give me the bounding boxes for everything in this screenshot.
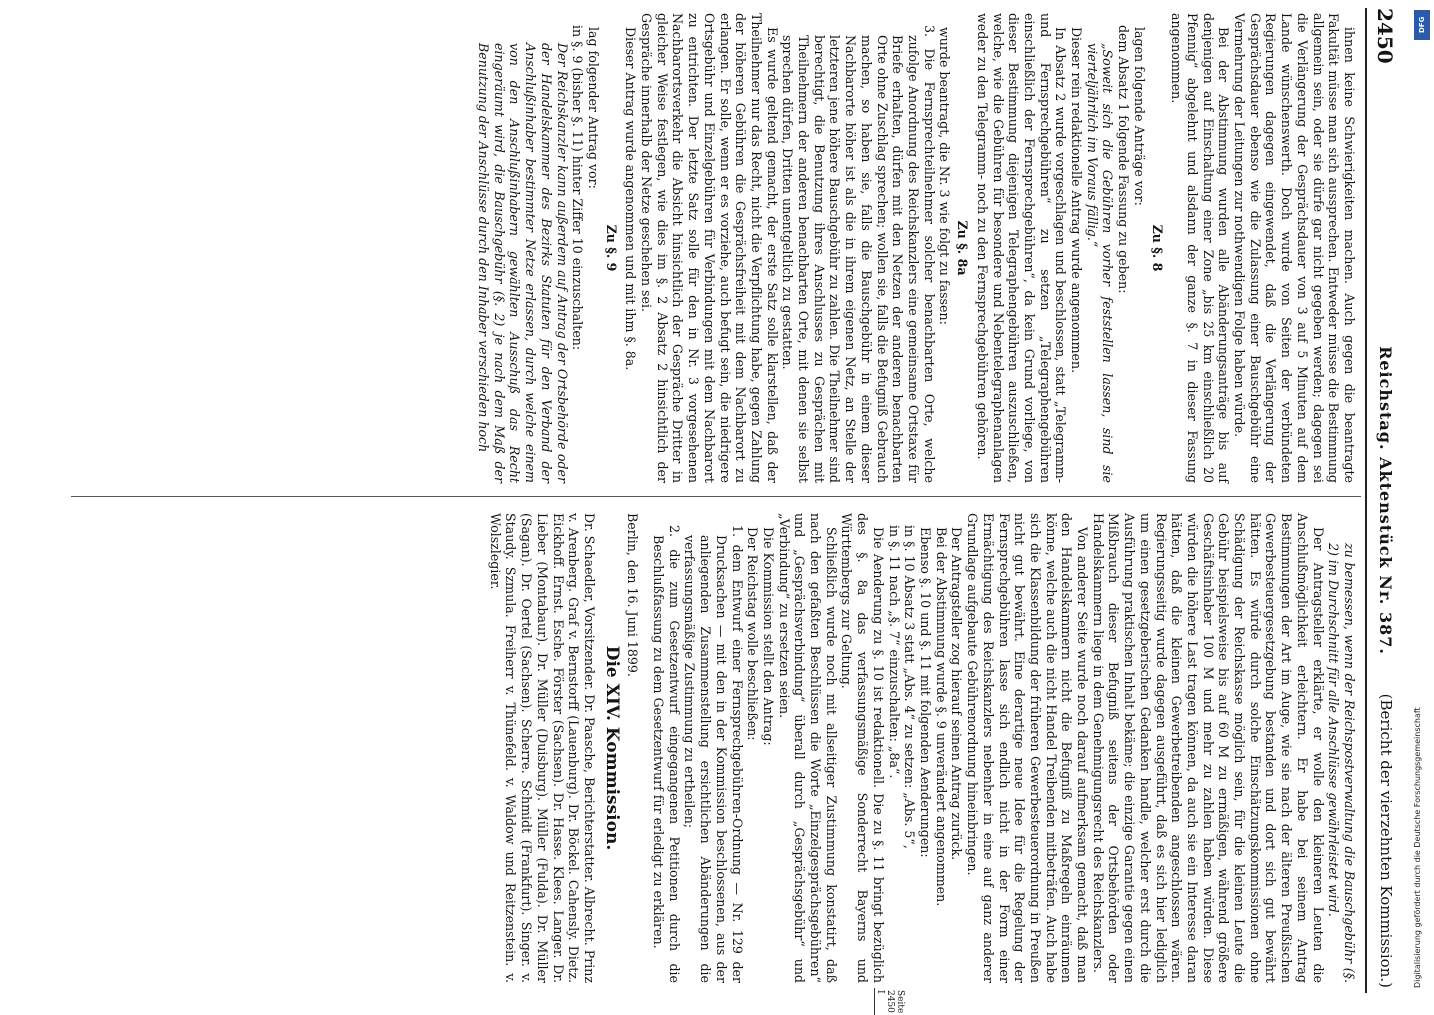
paragraph: Ebenso §. 10 und §. 11 mit folgenden Aenderungen: [918,527,934,858]
paragraph: Die Kommission stellt den Antrag: [760,527,776,746]
paragraph: 3. Die Fernsprechteilnehmer solcher benachbarten Orte, welche zufolge Anordnung des Reichskanzlers eine gemeinsame Ortstaxe für Briefe erhalten, dürfen mit den Netzen der anderen benachbarten Orte ohne Zuschlag sprechen; wollen sie, falls die Befugniß Gebrauch machen, so haben sie, falls die Bauschgebühr in einem dieser Nachbarorte höher ist als die in ihrem eigenen Netz, an Stelle der letzteren jene höhere Bauschgebühr zu zahlen. Die Theilnehmer sind berechtigt, die Benutzung ihres Anschlusses zu Gesprächen mit Theilnehmern der anderen benachbarten Orte, mit denen sie selbst sprechen dürfen, Dritten unentgeltlich zu gestatten. [780,25,937,483]
signatures: Dr. Schaedler, Vorsitzender. Dr. Paasche, Berichterstatter. Albrecht. Prinz v. Arenberg. Graf v. Bernstorff (Lauenburg). Dr. Böckel. Cahensly. Dietz. Eickhoff. Ernst. Esche. Förster (Sachsen). Dr. Hasse. Klees. Langer. Dr. Lieber (Montabaur). Dr. Müller (Duisburg). Müller (Fulda). Dr. Müller (Sagan). Dr. Oertel (Sachsen). Scherre. Schmidt (Frankfurt). Singer. v. Staudy. Szmula. Freiherr v. Thünefeld. v. Waldow und Reitzenstein. v. Wolszlegier. [487,513,597,983]
column-divider [71,496,1361,497]
paragraph: Die Aenderung zu §. 10 ist redaktionell. Die zu §. 11 bringt bezüglich des §. 8a das verfassungsmäßige Sonderrecht Bayerns und Württembergs zur Geltung. [839,513,886,983]
section-heading: Zu §. 8a [955,220,971,276]
paragraph: Der Reichstag wolle beschließen: [745,527,761,741]
section-title: (Bericht der vierzehnten Kommission.) [1377,693,1395,988]
margin-note: Seite 2450 I [875,990,905,1014]
paragraph: ihnen keine Schwierigkeiten machen. Auch gegen die beantragte Fakultät müsse man sich aussprechen. Entweder müsse die Bestimmung allgemein sein, oder sie dürfe gar nicht gegeben werden; dagegen sei die Verlängerung der Gesprächsdauer von 3 auf 5 Minuten auf dem Lande wünschenswerth. Doch wurde von Seiten der verbündeten Regierungen dagegen eingewendet, daß die Verlängerung der Gesprächsdauer ebenso wie die Zulassung einer Bauschgebühr eine Vermehrung der Leitungen zur nothwendigen Folge haben würde. [1232,13,1357,483]
paragraph: dem Absatz 1 folgende Fassung zu geben: [1116,25,1132,294]
paragraph: Der Antragsteller erklärte, er wolle den kleineren Leuten die Anschlußmöglichkeit erleichtern. Er habe bei seinem Antrag Bestimmungen der Art im Auge, wie sie nach der älteren Preußischen Gewerbesteuergesetzgebung bestanden und dort sich gut bewährt hätten. Es würde durch solche Einschätzungskommissionen ohne Schädigung der Reichskasse möglich sein, für die kleinen Leute die Gebühr beispielsweise bis auf 60 M zu ermäßigen, während größere Geschäftsinhaber 100 M und mehr zu zahlen haben würden. Diese würden die höhere Last tragen können, da auch sie ein Interesse daran hätten, daß die kleinen Gewerbetreibenden angeschlossen wären. Regierungsseitig wurde dagegen ausgeführt, daß es sich hier lediglich um einen gesetzgeberischen Gedanken handle, welcher erst durch die Ausführung praktischen Inhalt bekäme; die einzige Garantie gegen einen Mißbrauch dieser Befugniß seitens der Ortsbehörden oder Handelskammern liege in dem Genehmigungsrecht des Reichskanzlers. [1090,513,1326,983]
paragraph: Der Antragsteller zog hierauf seinen Antrag zurück. [949,527,965,861]
paragraph: wurde beantragt, die Nr. 3 wie folgt zu fassen: [937,27,953,325]
numbered-item: 2. die zum Gesetzentwurf eingegangenen Petitionen durch die Beschlußfassung zu dem Gesetzentwurf für erledigt zu erklären. [651,525,682,983]
left-column [475,13,1357,483]
quote: Der Reichskanzler kann außerdem auf Antrag der Ortsbehörde oder der Handelskammer des Bezirks Statuten für den Verband der Anschlußinhaber bestimmter Netze erlassen, durch welche einem von den Anschlußinhabern gewählten Ausschuß das Recht eingeräumt wird, die Bauschgebühr (§. 2) je nach dem Maß der Benutzung der Anschlüsse durch den Inhaber verschieden hoch [476,43,570,483]
quote: „Soweit sich die Gebühren vorher feststellen lassen, sind sie vierteljährlich im Voraus fällig.“ [1084,43,1116,483]
paragraph: Es wurde geltend gemacht, der erste Satz solle klarstellen, daß der Theilnehmer nur das Recht, nicht die Verpflichtung habe, gegen Zahlung der höheren Gebühren die Gesprächsfreiheit mit dem Nachbarort zu erlangen. Er solle, wenn er es vorziehe, auch befugt sein, die niedrigere Ortsgebühr und Einzelgebühren für Verbindungen mit dem Nachbarort zu entrichten. Der letzte Satz solle für den in Nr. 3 vorgesehenen Nachbarortsverkehr die Absicht hinsichtlich der Gespräche Dritter in gleicher Weise festlegen, wie dies im §. 2 Absatz 2 hinsichtlich der Gespräche innerhalb der Netze geschehen sei. [639,13,780,483]
credit-stripe [1413,8,1431,994]
paragraph: in §. 10 Absatz 3 statt „Abs. 4“ zu setzen: „Abs. 5“, [902,525,918,849]
paragraph: In Absatz 2 wurde vorgeschlagen und beschlossen, statt „Telegramm- und Fernsprechgebühren“ zu setzen „Telegraphengebühren einschließlich der Fernsprechgebühren“, da kein Grund vorliege, von dieser Bestimmung diejenigen Telegraphengebühren auszuschließen, welche, wie die Gebühren für besondere und Nebentelegraphenanlagen weder zu den Telegramm- noch zu den Fernsprechgebühren gehören. [974,13,1069,483]
rotated-document [55,8,1405,1014]
paragraph: Schließlich wurde noch mit allseitiger Zustimmung konstatirt, daß nach den gefaßten Beschlüssen die Worte „Einzelgesprächsgebühren“ und „Gesprächsverbindung“ überall durch „Gesprächsgebühr“ und „Verbindung“ zu ersetzen seien. [776,513,839,983]
date-line: Berlin, den 16. Juni 1899. [625,513,641,677]
dfg-logo: DFG [1414,10,1430,40]
paragraph: in §. 9 (bisher §. 11) hinter Ziffer 10 einzuschalten: [570,25,586,351]
paragraph: Von anderer Seite wurde noch darauf aufmerksam gemacht, daß man den Handelskammern nicht die Befugniß zu Maßregeln einräumen könne, welche auch die nicht Handel Treibenden mitbeträfen. Auch habe sich die Klassenbildung der früheren Gewerbesteuerordnung in Preußen nicht gut bewährt. Eine derartige neue Idee für die Regelung der Fernsprechgebühren lasse sich endlich nicht in der Form einer Ermächtigung des Reichskanzlers nebenher in eine auf ganz anderer Grundlage aufgebaute Gebührenordnung hineinbringen. [965,513,1091,983]
paragraph: Bei der Abstimmung wurde §. 9 unverändert angenommen. [933,527,949,907]
document-title: Reichstag. Aktenstück Nr. 387. [1376,346,1395,655]
paragraph: in §. 11 nach „§. 7“ einzuschalten: „8a“. [886,525,902,779]
right-column [487,513,1357,983]
section-heading: Zu §. 9 [603,224,619,272]
credit-text: Digitalisierung gefördert durch die Deutsche Forschungsgemeinschaft [1413,707,1422,988]
paragraph: lagen folgende Anträge vor: [1131,27,1147,206]
paragraph: Bei der Abstimmung wurden alle Abänderungsanträge bis auf denjenigen auf Einschaltung einer Zone „bis 25 km einschließlich 20 Pfennig“ abgelehnt und alsdann der ganze §. 7 in dieser Fassung angenommen. [1169,13,1232,483]
commission-title: Die XIV. Kommission. [601,645,622,851]
paragraph: lag folgender Antrag vor: [585,27,601,189]
page-header [1365,8,1405,993]
page-number: 2450 [1373,8,1397,64]
paragraph: Dieser rein redaktionelle Antrag wurde angenommen. [1069,27,1085,374]
section-heading: Zu §. 8 [1149,224,1165,272]
quote: zu bemessen, wenn der Reichspostverwaltung die Bauschgebühr (§. 2) im Durchschnitt für alle Anschlüsse gewährleistet wird. [1326,543,1357,983]
numbered-item: 1. dem Entwurf einer Fernsprechgebühren-Ordnung — Nr. 129 der Drucksachen — mit den in der Kommission beschlossenen, aus der anliegenden Zusammenstellung ersichtlichen Abänderungen die verfassungsmäßige Zustimmung zu ertheilen; [682,525,745,983]
paragraph: Dieser Antrag wurde angenommen und mit ihm §. 8a. [623,27,639,371]
header-rule [1365,8,1367,993]
